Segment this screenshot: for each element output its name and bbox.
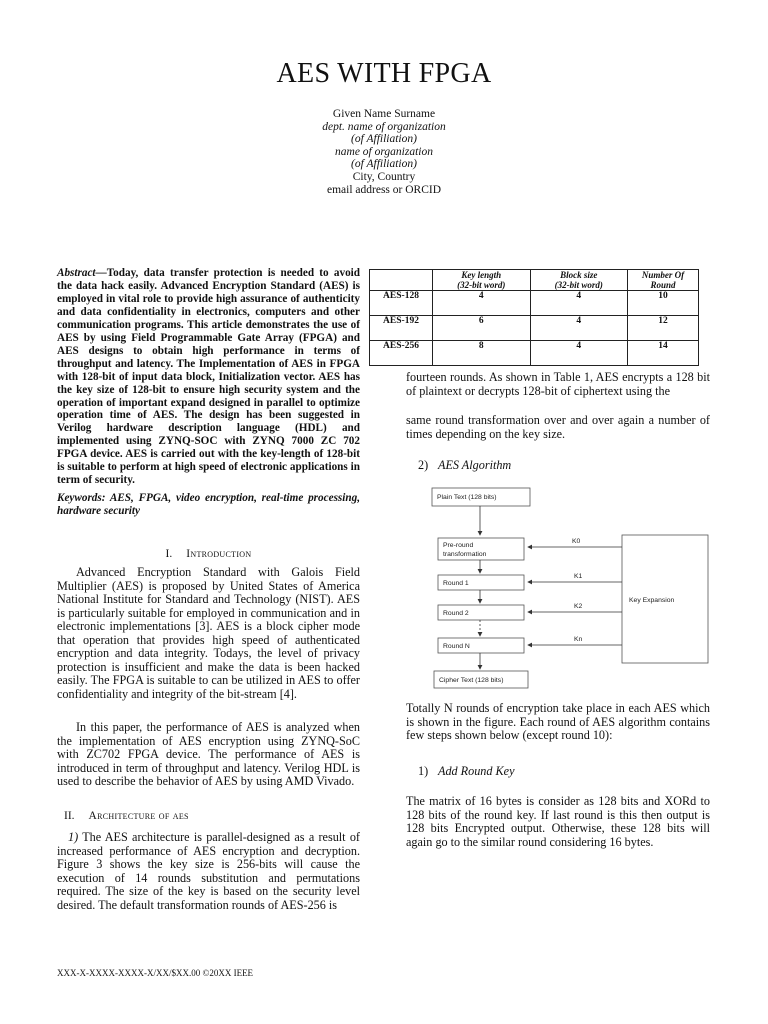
table-cell: 4 (530, 341, 628, 366)
table-cell: 12 (628, 316, 699, 341)
round-1-label: Round 1 (443, 580, 469, 587)
table-row (370, 316, 699, 341)
table-cell: 4 (530, 291, 628, 316)
abstract (57, 267, 360, 487)
table-cell: 10 (628, 291, 699, 316)
table-cell: AES-192 (370, 316, 433, 341)
section-heading-introduction (57, 548, 360, 560)
author-location: City, Country (352, 170, 416, 183)
author-block (0, 108, 768, 196)
copyright-footer: XXX-X-XXXX-XXXX-X/XX/$XX.00 ©20XX IEEE (57, 968, 254, 978)
table-cell: 4 (433, 291, 531, 316)
key-label-kn: Kn (574, 636, 583, 643)
plaintext-label: Plain Text (128 bits) (437, 494, 497, 501)
ciphertext-label: Cipher Text (128 bits) (439, 677, 504, 684)
architecture-paragraph (57, 831, 360, 912)
key-label-k0: K0 (572, 538, 581, 545)
subsection-title: Add Round Key (438, 764, 515, 778)
author-org: name of organization (335, 145, 433, 158)
table-cell: AES-256 (370, 341, 433, 366)
table-cell: AES-128 (370, 291, 433, 316)
right-paragraph-2: same round transformation over and over again a number of times depending on the key size. (406, 413, 710, 441)
key-size-table (369, 269, 699, 366)
table-cell: 4 (530, 316, 628, 341)
aes-algorithm-figure (428, 485, 713, 695)
section-number: I. (165, 548, 173, 560)
table-header-row (370, 270, 699, 291)
table-cell: 6 (433, 316, 531, 341)
right-paragraph-1: fourteen rounds. As shown in Table 1, AES encrypts a 128 bit of plaintext or decrypts 128-bit of ciphertext using the (406, 370, 710, 398)
table-row (370, 341, 699, 366)
subsection-number: 1) (418, 764, 429, 778)
section-title: Architecture of aes (88, 810, 189, 822)
table-cell: 8 (433, 341, 531, 366)
key-label-k1: K1 (574, 573, 583, 580)
round-n-label: Round N (443, 643, 470, 650)
keywords: Keywords: AES, FPGA, video encryption, real-time processing, hardware security (57, 492, 360, 518)
table-header-cell: Key length (32-bit word) (433, 270, 531, 291)
subsection-title: AES Algorithm (438, 458, 512, 472)
author-contact: email address or ORCID (326, 183, 442, 196)
key-expansion-label: Key Expansion (629, 597, 675, 604)
pre-round-label-2: transformation (443, 551, 487, 558)
section-title: Introduction (186, 548, 252, 560)
subsection-number: 1) (68, 830, 79, 844)
round-2-label: Round 2 (443, 610, 469, 617)
author-affiliation-1: (of Affiliation) (351, 133, 417, 146)
author-dept: dept. name of organization (322, 120, 446, 133)
author-name: Given Name Surname (332, 108, 436, 120)
table-header-cell: Number Of Round (628, 270, 699, 291)
paper-title: AES WITH FPGA (276, 58, 492, 89)
section-number: II. (64, 810, 75, 822)
abstract-text: —Today, data transfer protection is needed to avoid the data hack easily. Advanced Encryption Standard (AES) is employed in vital role to provide high assurance of authenticity and data confidentiality in electronics, computers and other communication programs. This article demonstrates the use of AES by using Field Programmable Gate Array (FPGA) and AES designs to obtain high performance in terms of throughput and latency. The Implementation of AES in FPGA with 128-bit of input data block, Initialization vector. AES has the key size of 128-bit to ensure high security system and the operation of important expand designed in parallel to optimize operation time of AES. The design has been suggested in Verilog hardware description language (HDL) and implemented using ZYNQ-SOC with ZYNQ 7000 ZC 702 FPGA device. AES is carried out with the key-length of 128-bit is suitable to perform at high speed of electronic applications in term of security. (57, 267, 360, 487)
table-header-cell (370, 270, 433, 291)
architecture-text: The AES architecture is parallel-designed as a result of increased performance of AES encryption and decryption. Figure 3 shows the key size is 256-bits will cause the execution of 14 rounds substitution and permutations required. The size of the key is based on the security level desired. The default transformation rounds of AES-256 is (57, 830, 360, 912)
table-row (370, 291, 699, 316)
subsection-heading-add-round-key (418, 764, 515, 779)
key-label-k2: K2 (574, 603, 583, 610)
right-paragraph-3: Totally N rounds of encryption take place in each AES which is shown in the figure. Each round of AES algorithm contains few steps shown below (except round 10): (406, 701, 710, 742)
subsection-heading-aes-algorithm (418, 458, 511, 473)
right-paragraph-4: The matrix of 16 bytes is consider as 128 bits and XORd to 128 bits of the round key. If last round is this then output is 128 bits Encrypted output. Otherwise, these 128 bits will again go to the similar round considering 16 bytes. (406, 794, 710, 849)
intro-paragraph-2: In this paper, the performance of AES is analyzed when the implementation of AES encryption using ZYNQ-SoC with ZC702 FPGA device. The performance of AES is introduced in term of throughput and latency. Verilog HDL is used to describe the behavior of AES by using AMD Vivado. (57, 720, 360, 788)
pre-round-label-1: Pre-round (443, 542, 474, 549)
section-heading-architecture (64, 810, 367, 822)
table-cell: 14 (628, 341, 699, 366)
subsection-number: 2) (418, 458, 429, 472)
table-header-cell: Block size (32-bit word) (530, 270, 628, 291)
author-affiliation-2: (of Affiliation) (351, 158, 417, 171)
intro-paragraph-1: Advanced Encryption Standard with Galois Field Multiplier (AES) is proposed by United States of America National Institute for Standard and Technology (NIST). AES is particularly suitable for employed in communication and in electronic implementations [3]. AES is a block cipher mode that operation that provides high speed of authenticated encryption and data integrity. Todays, the level of privacy protection is insufficient and make the data is been hacked easily. The FPGA is suitable to can be utilized in AES to offer confidentiality and integrity of the bit-stream [4]. (57, 565, 360, 701)
abstract-lead: Abstract (57, 267, 96, 279)
